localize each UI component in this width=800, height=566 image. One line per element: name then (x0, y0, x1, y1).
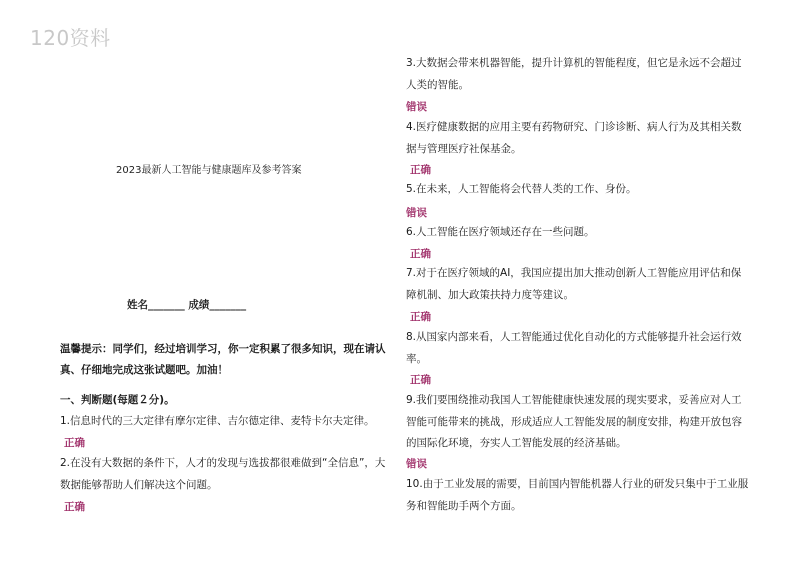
page-title: 2023最新人工智能与健康题库及参考答案 (116, 165, 302, 176)
tips-paragraph: 温馨提示：同学们，经过培训学习，你一定积累了很多知识，现在请认真、仔细地完成这张试题吧。加油！ (60, 343, 386, 376)
answer-8: 正确 (410, 374, 431, 386)
answer-9: 错误 (406, 458, 427, 470)
left-column (60, 0, 390, 566)
answer-5: 错误 (406, 207, 427, 219)
question-9: 9.我们要围绕推动我国人工智能健康快速发展的现实要求，妥善应对人工智能可能带来的挑战，形成适应人工智能发展的制度安排，构建开放包容的国际化环境，夯实人工智能发展的经济基础。 (406, 394, 742, 449)
answer-4: 正确 (410, 164, 431, 176)
question-5: 5.在未来，人工智能将会代替人类的工作、身份。 (406, 183, 637, 195)
question-2: 2.在没有大数据的条件下，人才的发现与选拔都很难做到“全信息”，大数据能够帮助人们解决这个问题。 (60, 457, 386, 491)
question-3: 3.大数据会带来机器智能，提升计算机的智能程度，但它是永远不会超过人类的智能。 (406, 57, 742, 91)
watermark: 120资料 (30, 26, 111, 50)
right-column (406, 0, 752, 566)
answer-2: 正确 (64, 501, 85, 513)
question-10: 10.由于工业发展的需要，目前国内智能机器人行业的研发只集中于工业服务和智能助手两个方面。 (406, 478, 749, 512)
answer-6: 正确 (410, 248, 431, 260)
answer-7: 正确 (410, 311, 431, 323)
question-8: 8.从国家内部来看，人工智能通过优化自动化的方式能够提升社会运行效率。 (406, 331, 742, 365)
name-score-line: 姓名_______ 成绩_______ (127, 299, 247, 311)
answer-1: 正确 (64, 437, 85, 449)
question-4: 4.医疗健康数据的应用主要有药物研究、门诊诊断、病人行为及其相关数据与管理医疗社保基金。 (406, 121, 742, 155)
question-7: 7.对于在医疗领域的AI，我国应提出加大推动创新人工智能应用评估和保障机制、加大政策扶持力度等建议。 (406, 267, 742, 301)
section-heading: 一、判断题(每题２分)。 (60, 394, 175, 406)
question-1: 1.信息时代的三大定律有摩尔定律、吉尔德定律、麦特卡尔夫定律。 (60, 415, 375, 427)
answer-3: 错误 (406, 101, 427, 113)
question-6: 6.人工智能在医疗领域还存在一些问题。 (406, 226, 595, 238)
